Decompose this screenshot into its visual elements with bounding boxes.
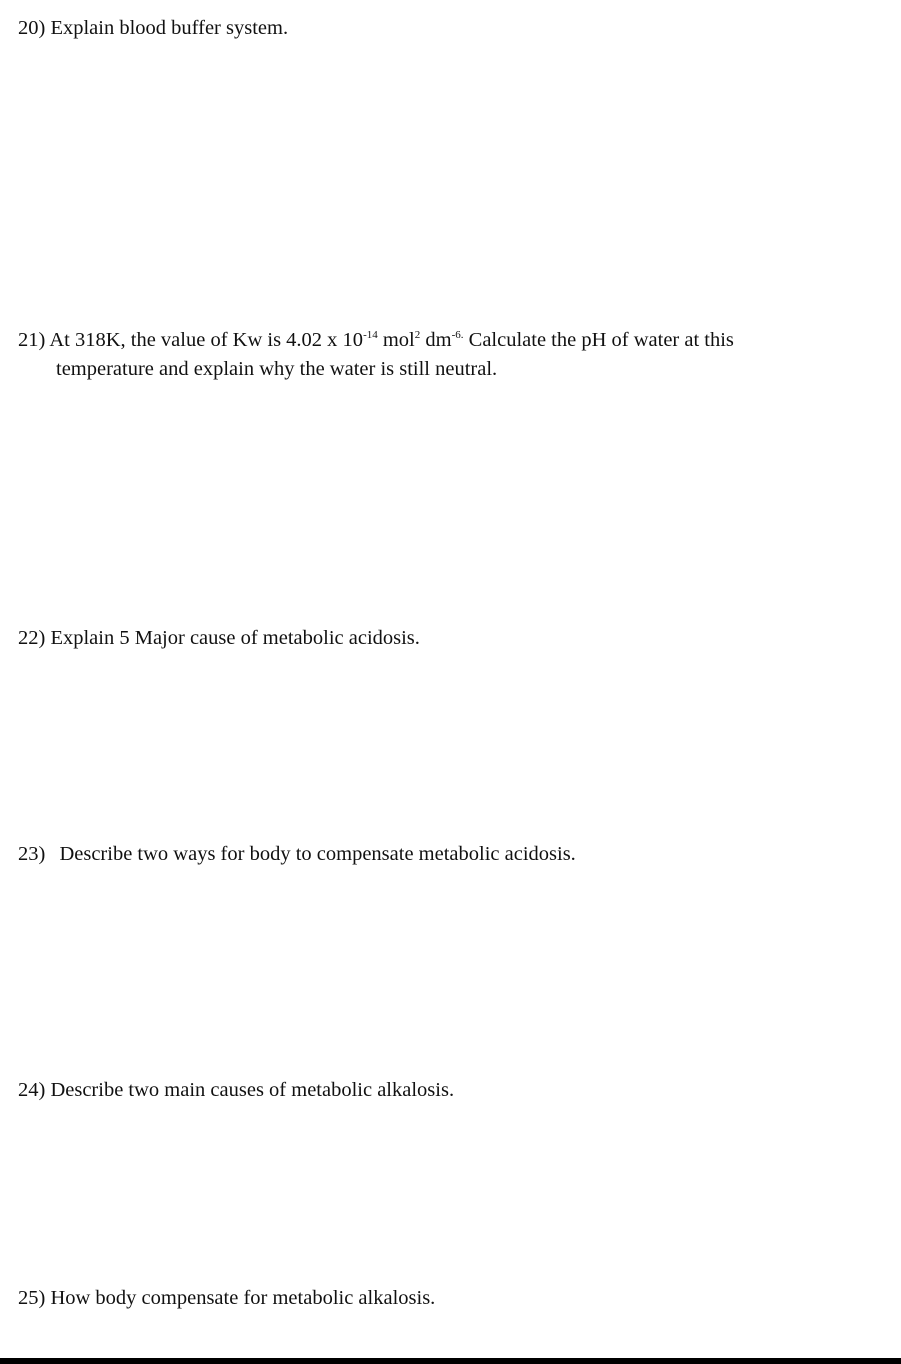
question-25	[18, 1284, 881, 1313]
text-segment: mol	[377, 329, 415, 351]
question-21	[18, 326, 881, 384]
question-23	[18, 840, 881, 869]
text-segment: Calculate the pH of water at this	[463, 329, 734, 351]
question-text: How body compensate for metabolic alkalosis.	[50, 1287, 436, 1309]
text-segment: dm	[420, 329, 452, 351]
page-bottom-border	[0, 1358, 901, 1364]
question-number: 23)	[18, 843, 46, 865]
question-number: 21)	[18, 329, 46, 351]
question-24	[18, 1076, 881, 1105]
question-number: 24)	[18, 1079, 46, 1101]
question-text: Explain 5 Major cause of metabolic acidosis.	[50, 627, 420, 649]
question-text: Explain blood buffer system.	[50, 17, 289, 39]
question-number: 25)	[18, 1287, 46, 1309]
question-number: 20)	[18, 17, 46, 39]
text-segment: At 318K, the value of Kw is 4.02 x 10	[49, 329, 364, 351]
question-number: 22)	[18, 627, 46, 649]
question-22	[18, 624, 881, 653]
question-text	[49, 329, 734, 351]
question-text: Describe two ways for body to compensate metabolic acidosis.	[59, 843, 576, 865]
exponent: -14	[363, 329, 378, 342]
question-20	[18, 14, 881, 43]
question-text-line-2: temperature and explain why the water is still neutral.	[56, 358, 498, 380]
exponent: -6.	[451, 329, 464, 342]
question-text: Describe two main causes of metabolic alkalosis.	[50, 1079, 455, 1101]
exponent: 2	[414, 329, 421, 342]
